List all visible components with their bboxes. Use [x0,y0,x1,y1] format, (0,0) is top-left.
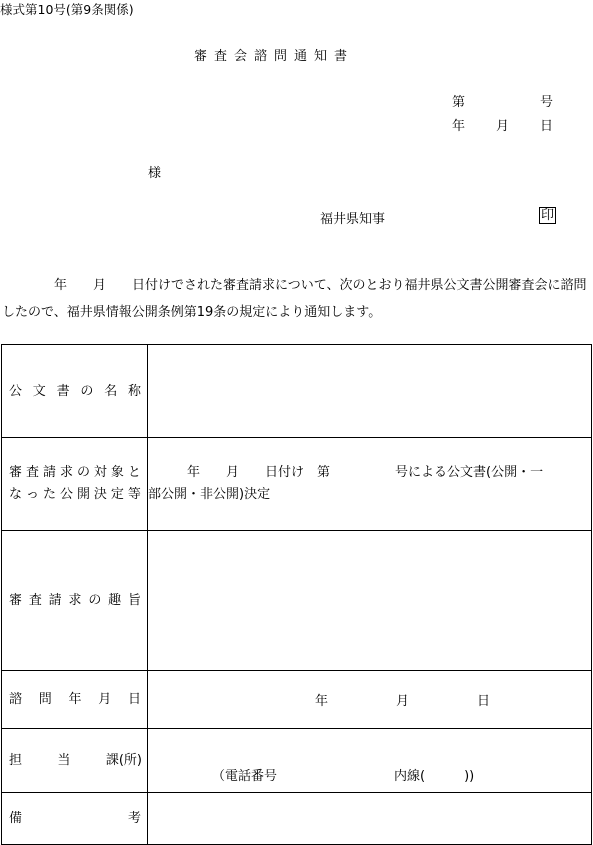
table-row [2,793,592,845]
notice-table [1,344,592,845]
inquiry-date-field[interactable] [148,671,592,729]
table-row [2,531,592,671]
date-month-label: 月 [496,119,510,134]
seal-mark: 印 [541,208,555,223]
row-label-request-target: 審 査 請 求 の 対 象 と な っ た 公 開 決 定 等 [2,438,148,531]
row-label-request-purpose: 審 査 請 求 の 趣 旨 [2,531,148,671]
row-label-remarks: 備 考 [2,793,148,845]
date-day-label: 日 [540,119,554,134]
remarks-field[interactable] [148,793,592,845]
table-row [2,438,592,531]
request-target-field[interactable]: 年 月 日付け 第 号による公文書(公開・一 部公開・非公開)決定 [148,438,592,531]
document-number-suffix: 号 [540,95,554,110]
document-title: 審査会諮問通知書 [194,49,355,64]
inquiry-month-label: 月 [396,694,410,709]
document-number-prefix: 第 [452,95,466,110]
inquiry-year-label: 年 [315,694,329,709]
department-field[interactable] [148,729,592,793]
table-row [2,671,592,729]
form-number: 様式第10号(第9条関係) [0,2,134,17]
inquiry-day-label: 日 [477,694,491,709]
row-label-inquiry-date: 諮 問 年 月 日 [2,671,148,729]
table-row [2,729,592,793]
body-paragraph: 年 月 日付けでされた審査請求について、次のとおり福井県公文書公開審査会に諮問したので、福井県情報公開条例第19条の規定により通知します。 [2,278,587,320]
row-label-document-name: 公 文 書 の 名 称 [2,345,148,438]
request-purpose-field[interactable] [148,531,592,671]
table-row [2,345,592,438]
phone-extension-line: （電話番号 内線( )) [212,769,475,784]
addressee-honorific: 様 [148,166,162,181]
date-year-label: 年 [452,119,466,134]
document-name-field[interactable] [148,345,592,438]
sender-name: 福井県知事 [320,212,386,227]
row-label-department: 担 当 課(所) [2,729,148,793]
